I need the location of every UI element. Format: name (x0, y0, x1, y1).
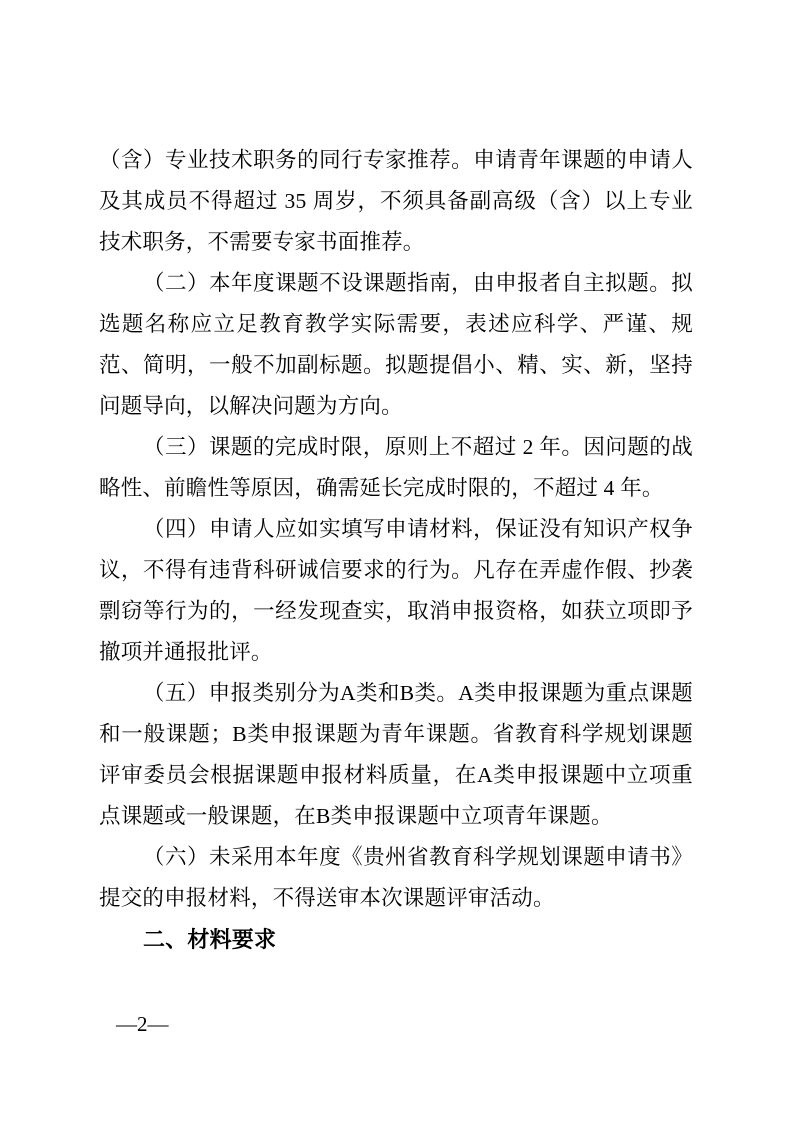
paragraph-item-4: （四）申请人应如实填写申请材料，保证没有知识产权争议，不得有违背科研诚信要求的行为。凡存在弄虚作假、抄袭剽窃等行为的，一经发现查实，取消申报资格，如获立项即予撤项并通报批评。 (99, 517, 693, 664)
document-body (99, 140, 693, 960)
paragraph-continuation: （含）专业技术职务的同行专家推荐。申请青年课题的申请人及其成员不得超过 35 周岁，不须具备副高级（含）以上专业技术职务，不需要专家书面推荐。 (99, 148, 693, 254)
section-heading: 二、材料要求 (143, 927, 277, 952)
paragraph-item-2: （二）本年度课题不设课题指南，由申报者自主拟题。拟选题名称应立足教育教学实际需要，表述应科学、严谨、规范、简明，一般不加副标题。拟题提倡小、精、实、新，坚持问题导向，以解决问题为方向。 (99, 271, 693, 418)
paragraph-item-6: （六）未采用本年度《贵州省教育科学规划课题申请书》提交的申报材料，不得送审本次课题评审活动。 (99, 845, 693, 910)
page-number: —2— (116, 1012, 169, 1036)
paragraph-item-3: （三）课题的完成时限，原则上不超过 2 年。因问题的战略性、前瞻性等原因，确需延长完成时限的，不超过 4 年。 (99, 435, 693, 500)
paragraph-item-5: （五）申报类别分为A类和B类。A类申报课题为重点课题和一般课题；B类申报课题为青年课题。省教育科学规划课题评审委员会根据课题申报材料质量，在A类申报课题中立项重点课题或一般课题，在B类申报课题中立项青年课题。 (99, 681, 693, 828)
